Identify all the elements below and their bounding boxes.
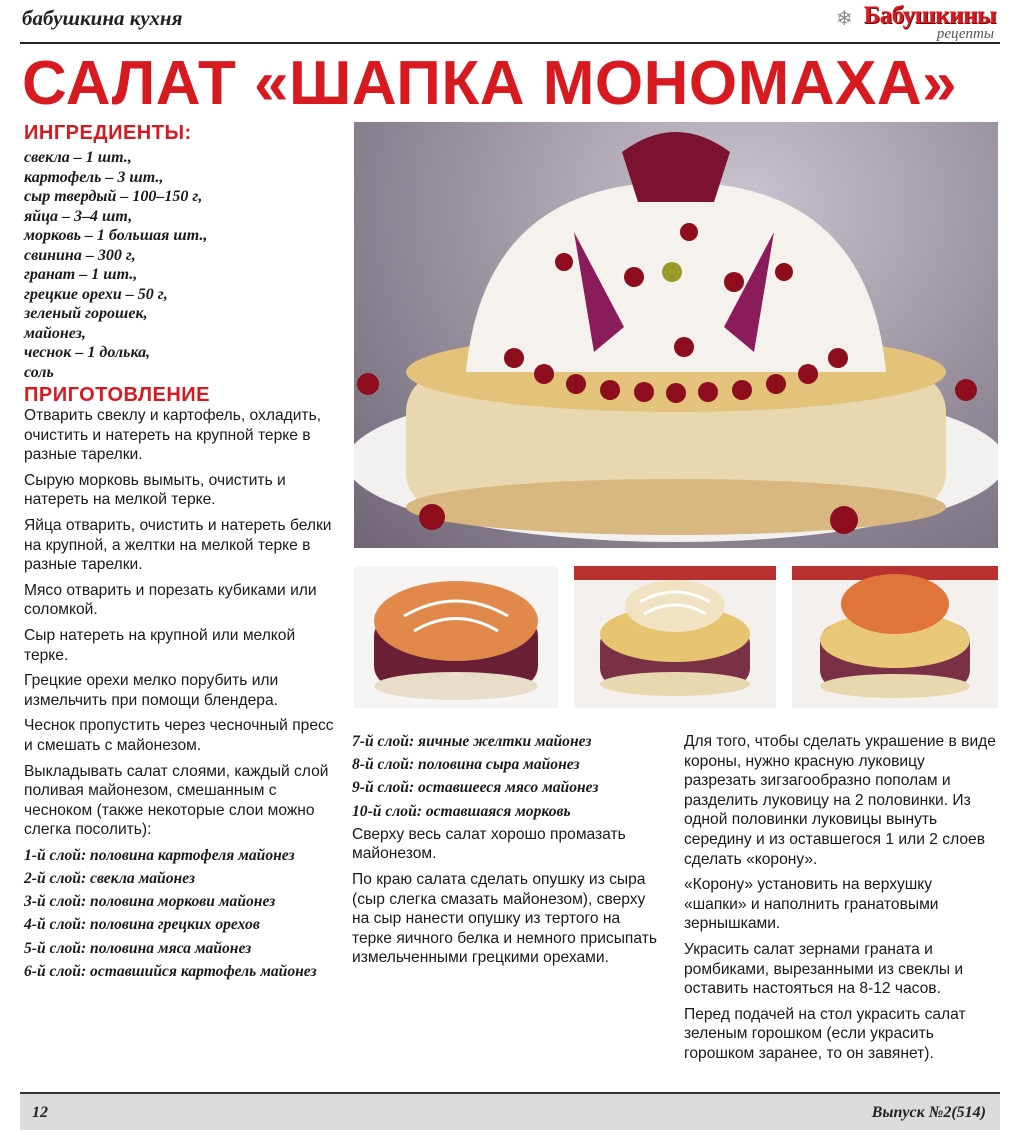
layer-item: 6-й слой: оставшийся картофель майонез bbox=[24, 962, 317, 980]
ingredient-item: соль bbox=[24, 363, 54, 381]
footer-bar bbox=[20, 1092, 1000, 1130]
ingredient-item: зеленый горошек, bbox=[24, 305, 148, 322]
step-text: По краю салата сделать опушку из сыра (сыр слегка смазать майонезом), сверху на сыр нанести опушку из тертого на терке яичного белка и немного присыпать измельченными грецкими орехами. bbox=[352, 871, 657, 967]
preparation-heading: ПРИГОТОВЛЕНИЕ bbox=[24, 384, 210, 406]
layer-item: 5-й слой: половина мяса майонез bbox=[24, 939, 252, 957]
header-divider bbox=[20, 42, 1000, 44]
ingredient-item: гранат – 1 шт., bbox=[24, 266, 138, 283]
layer-illustration-3 bbox=[792, 566, 998, 708]
page-number: 12 bbox=[32, 1104, 48, 1121]
preparation-column-3 bbox=[684, 732, 996, 1070]
ingredient-item: сыр твердый – 100–150 г, bbox=[24, 188, 203, 205]
layer-photo-3 bbox=[792, 566, 998, 708]
step-text: Яйца отварить, очистить и натереть белки на крупной, а желтки на мелкой терке в разные тарелки. bbox=[24, 516, 332, 574]
ingredient-item: морковь – 1 большая шт., bbox=[24, 227, 208, 244]
ingredient-item: чеснок – 1 долька, bbox=[24, 344, 151, 361]
magazine-logo bbox=[836, 2, 996, 42]
salad-illustration bbox=[354, 122, 998, 548]
layer-photo-2 bbox=[574, 566, 776, 708]
main-salad-photo bbox=[354, 122, 998, 548]
snowflake-icon: ❄ bbox=[836, 8, 853, 30]
layer-item: 8-й слой: половина сыра майонез bbox=[352, 756, 580, 774]
ingredients-heading: ИНГРЕДИЕНТЫ: bbox=[24, 122, 192, 144]
layer-item: 4-й слой: половина грецких орехов bbox=[24, 916, 260, 934]
ingredient-item: майонез, bbox=[24, 324, 86, 342]
step-text: Сверху весь салат хорошо промазать майонезом. bbox=[352, 825, 626, 863]
ingredient-item: грецкие орехи – 50 г, bbox=[24, 285, 168, 303]
step-text: Грецкие орехи мелко порубить или измельчить при помощи блендера. bbox=[24, 672, 279, 709]
step-text: Для того, чтобы сделать украшение в виде короны, нужно красную луковицу разрезать зигзагообразно пополам и разделить луковицу на 2 половинки. Из одной половинки луковицы вынуть середину и из оставшегося 1 или 2 слоев сделать «корону». bbox=[684, 733, 996, 868]
layer-illustration-2 bbox=[574, 566, 776, 708]
preparation-column-1 bbox=[24, 406, 336, 985]
layer-illustration-1 bbox=[354, 566, 558, 708]
layer-item: 10-й слой: оставшаяся морковь bbox=[352, 802, 571, 820]
step-text: Отварить свеклу и картофель, охладить, очистить и натереть на крупной терке в разные тарелки. bbox=[24, 407, 322, 464]
step-text: Выкладывать салат слоями, каждый слой поливая майонезом, смешанным с чесноком (также некоторые слои можно слегка посолить): bbox=[24, 762, 329, 839]
logo-main-text: Бабушкины bbox=[863, 2, 996, 29]
layer-item: 2-й слой: свекла майонез bbox=[24, 870, 195, 888]
step-text: Чеснок пропустить через чесночный пресс и смешать с майонезом. bbox=[24, 717, 334, 754]
ingredient-item: свинина – 300 г, bbox=[24, 246, 136, 264]
ingredient-item: картофель – 3 шт., bbox=[24, 168, 164, 186]
layer-item: 7-й слой: яичные желтки майонез bbox=[352, 733, 592, 750]
step-text: «Корону» установить на верхушку «шапки» и наполнить гранатовыми зернышками. bbox=[684, 876, 939, 933]
step-text: Украсить салат зернами граната и ромбиками, вырезанными из свеклы и оставить настояться на 8-12 часов. bbox=[684, 940, 964, 998]
section-label: бабушкина кухня bbox=[22, 6, 183, 30]
logo-sub-text: рецепты bbox=[936, 26, 994, 42]
step-text: Сырую морковь вымыть, очистить и натереть на мелкой терке. bbox=[24, 471, 286, 509]
layer-item: 3-й слой: половина моркови майонез bbox=[24, 893, 276, 911]
step-text: Мясо отварить и порезать кубиками или соломкой. bbox=[24, 581, 317, 619]
preparation-column-2 bbox=[352, 732, 662, 974]
step-text: Перед подачей на стол украсить салат зеленым горошком (если украсить горошком заранее, то он завянет). bbox=[684, 1005, 966, 1062]
layer-item: 1-й слой: половина картофеля майонез bbox=[24, 846, 295, 864]
recipe-title: САЛАТ «ШАПКА МОНОМАХА» bbox=[22, 49, 958, 118]
step-text: Сыр натереть на крупной или мелкой терке. bbox=[24, 626, 296, 664]
layer-item: 9-й слой: оставшееся мясо майонез bbox=[352, 779, 599, 797]
layer-photo-1 bbox=[354, 566, 558, 708]
ingredient-item: яйца – 3–4 шт, bbox=[24, 207, 133, 225]
issue-number: Выпуск №2(514) bbox=[871, 1104, 986, 1121]
ingredient-item: свекла – 1 шт., bbox=[24, 149, 132, 166]
ingredients-list bbox=[24, 148, 344, 382]
